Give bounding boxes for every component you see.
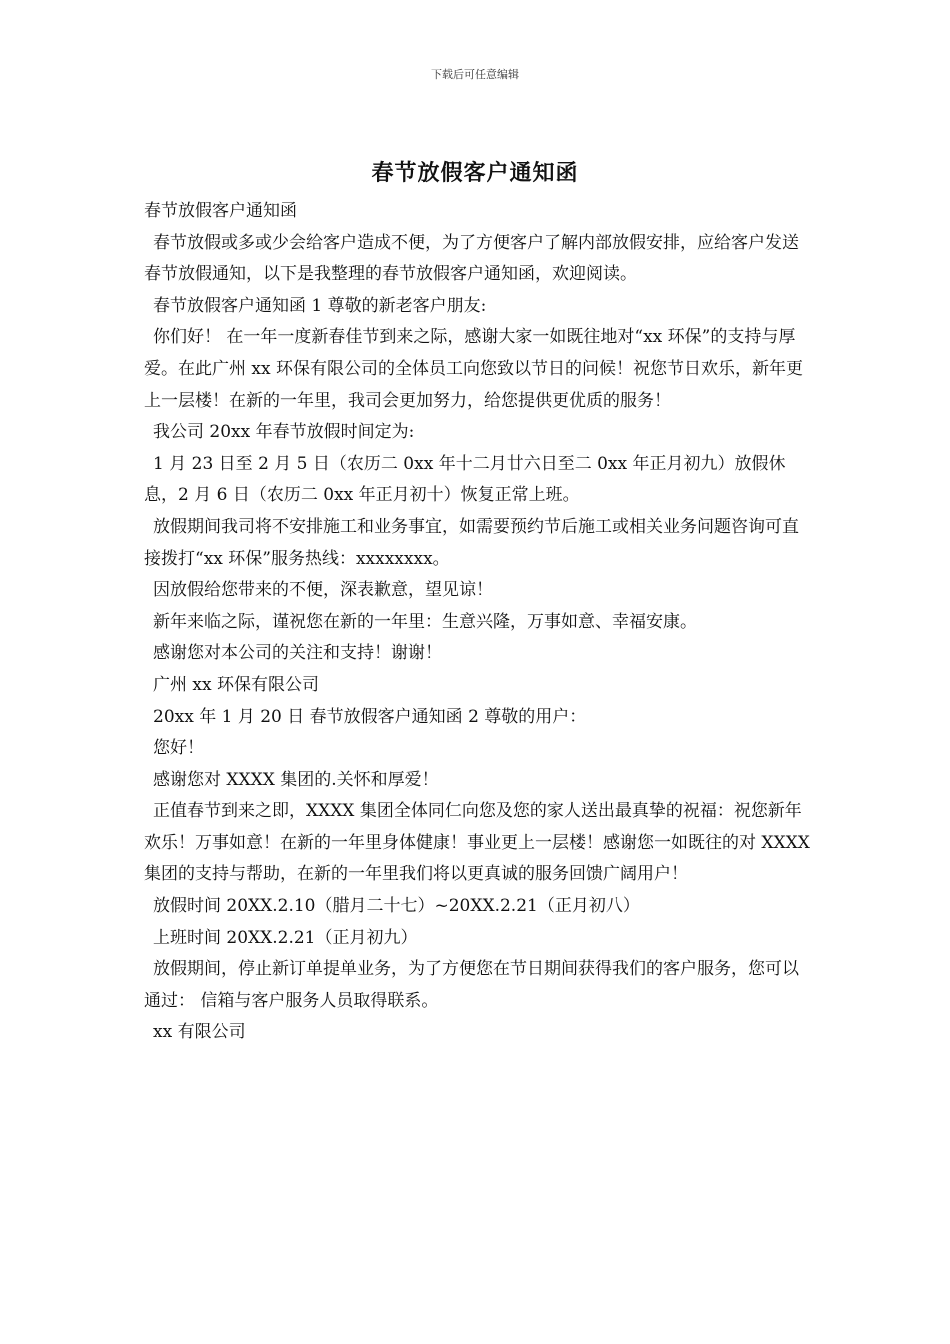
page-header-note: 下载后可任意编辑 bbox=[431, 68, 519, 81]
paragraph: 春节放假客户通知函 1 尊敬的新老客户朋友: bbox=[153, 295, 487, 316]
paragraph: 1 月 23 日至 2 月 5 日（农历二 0xx 年十二月廿六日至二 0xx 年正月初九）放假休息，2 月 6 日（农历二 0xx 年正月初十）恢复正常上班。 bbox=[144, 453, 786, 506]
paragraph: 春节放假客户通知函 bbox=[144, 201, 297, 221]
paragraph: 感谢您对 XXXX 集团的.关怀和厚爱！ bbox=[153, 769, 439, 790]
paragraph: 广州 xx 环保有限公司 bbox=[153, 674, 319, 695]
paragraph: 你们好！ 在一年一度新春佳节到来之际，感谢大家一如既往地对“xx 环保”的支持与厚爱。在此广州 xx 环保有限公司的全体员工向您致以节日的问候！祝您节日欢乐，新年更上一层楼！在新的一年里，我司会更加努力，给您提供更优质的服务！ bbox=[144, 327, 803, 411]
paragraph: 因放假给您带来的不便，深表歉意，望见谅！ bbox=[153, 580, 493, 601]
paragraph: 我公司 20xx 年春节放假时间定为: bbox=[153, 422, 415, 443]
paragraph: 上班时间 20XX.2.21（正月初九） bbox=[153, 927, 418, 948]
paragraph: 放假期间我司将不安排施工和业务事宜，如需要预约节后施工或相关业务问题咨询可直接拨打“xx 环保”服务热线：xxxxxxxx。 bbox=[144, 516, 799, 569]
document-body bbox=[144, 196, 814, 1049]
paragraph: 感谢您对本公司的关注和支持！谢谢！ bbox=[153, 643, 442, 664]
paragraph: 新年来临之际，谨祝您在新的一年里：生意兴隆，万事如意、幸福安康。 bbox=[153, 611, 697, 632]
paragraph: 放假期间，停止新订单提单业务，为了方便您在节日期间获得我们的客户服务，您可以通过： 信箱与客户服务人员取得联系。 bbox=[144, 959, 799, 1011]
paragraph: 正值春节到来之即，XXXX 集团全体同仁向您及您的家人送出最真挚的祝福：祝您新年欢乐！万事如意！在新的一年里身体健康！事业更上一层楼！感谢您一如既往的对 XXXX 集团的支持与帮助，在新的一年里我们将以更真诚的服务回馈广阔用户！ bbox=[144, 801, 810, 885]
paragraph: 20xx 年 1 月 20 日 春节放假客户通知函 2 尊敬的用户： bbox=[153, 706, 587, 727]
paragraph: xx 有限公司 bbox=[153, 1022, 246, 1043]
paragraph: 春节放假或多或少会给客户造成不便，为了方便客户了解内部放假安排，应给客户发送春节放假通知，以下是我整理的春节放假客户通知函，欢迎阅读。 bbox=[144, 232, 799, 285]
paragraph: 您好！ bbox=[153, 738, 204, 759]
document-title: 春节放假客户通知函 bbox=[371, 160, 579, 186]
paragraph: 放假时间 20XX.2.10（腊月二十七）~20XX.2.21（正月初八） bbox=[153, 896, 640, 917]
